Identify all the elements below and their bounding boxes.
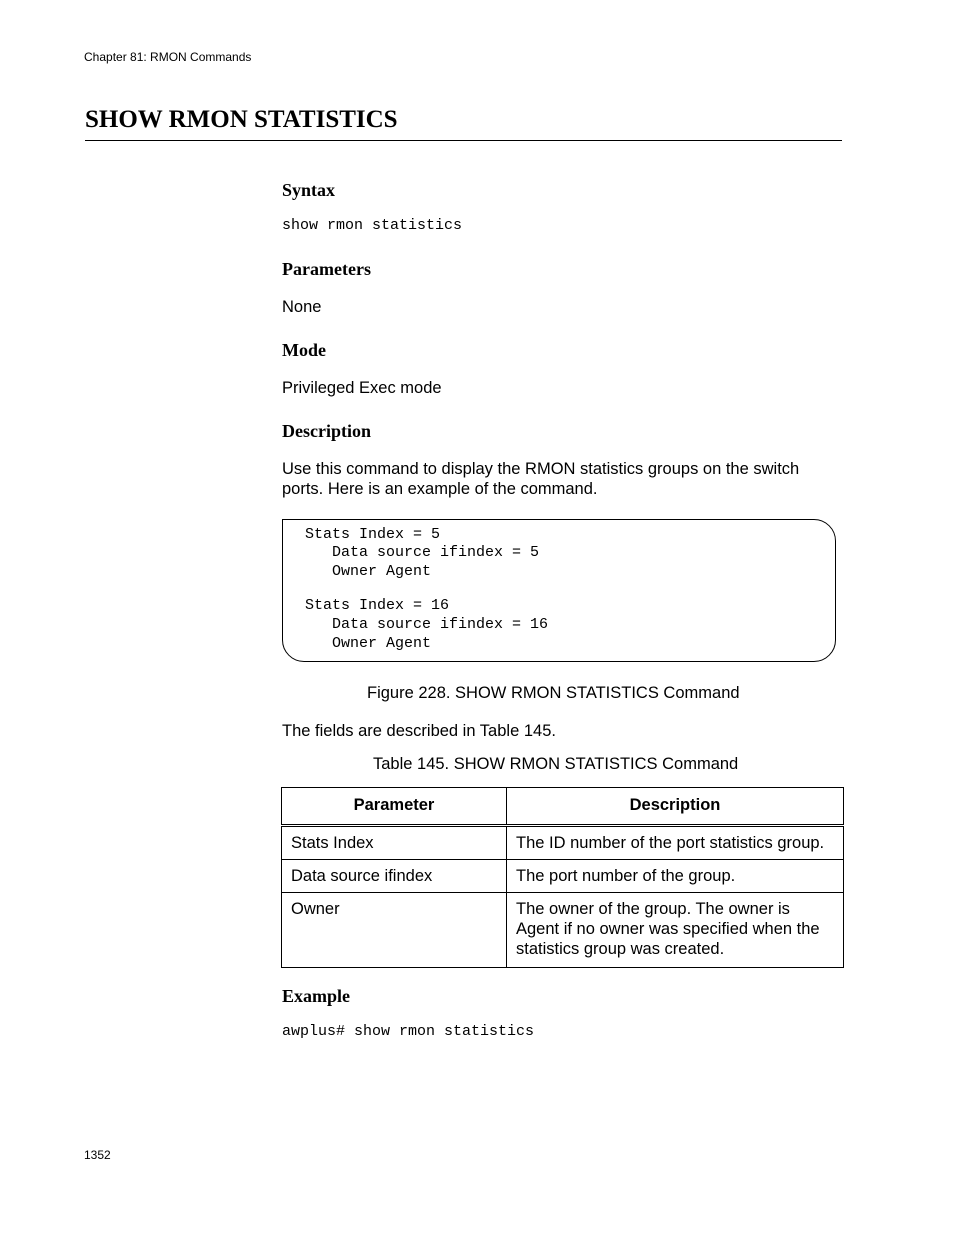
fields-intro: The fields are described in Table 145. [282, 722, 556, 740]
table-cell: The ID number of the port statistics group. [507, 826, 844, 860]
table-cell: Stats Index [282, 826, 507, 860]
table-row [282, 860, 844, 893]
table-header-row [282, 788, 844, 826]
table-cell: Data source ifindex [282, 860, 507, 893]
title-rule [85, 140, 842, 141]
code-line: Data source ifindex = 5 [305, 544, 540, 561]
parameters-text: None [282, 298, 322, 316]
description-heading: Description [282, 421, 371, 441]
table-cell: The port number of the group. [507, 860, 844, 893]
code-line: Owner Agent [305, 563, 432, 580]
code-line: Stats Index = 5 [305, 526, 441, 543]
syntax-heading: Syntax [282, 180, 336, 200]
table-caption: Table 145. SHOW RMON STATISTICS Command [373, 755, 739, 773]
mode-text: Privileged Exec mode [282, 379, 442, 397]
page-number: 1352 [84, 1148, 111, 1162]
figure-caption: Figure 228. SHOW RMON STATISTICS Command [367, 684, 740, 702]
command-output-box [282, 519, 836, 662]
parameter-table [281, 787, 844, 968]
chapter-header: Chapter 81: RMON Commands [84, 50, 252, 64]
example-heading: Example [282, 986, 351, 1006]
code-line: Owner Agent [305, 635, 432, 652]
page-title: SHOW RMON STATISTICS [85, 106, 398, 133]
table-cell: The owner of the group. The owner is Agent if no owner was specified when the statistics group was created. [507, 893, 844, 968]
description-line-2: ports. Here is an example of the command. [282, 480, 598, 498]
code-line: Data source ifindex = 16 [305, 616, 549, 633]
code-line: Stats Index = 16 [305, 597, 450, 614]
parameters-heading: Parameters [282, 259, 371, 279]
example-command: awplus# show rmon statistics [282, 1023, 535, 1040]
syntax-command: show rmon statistics [282, 217, 463, 234]
column-header-parameter: Parameter [282, 788, 507, 826]
column-header-description: Description [507, 788, 844, 826]
table-cell: Owner [282, 893, 507, 968]
mode-heading: Mode [282, 340, 326, 360]
table-row [282, 893, 844, 968]
description-line-1: Use this command to display the RMON statistics groups on the switch [282, 460, 800, 478]
table-row [282, 826, 844, 860]
